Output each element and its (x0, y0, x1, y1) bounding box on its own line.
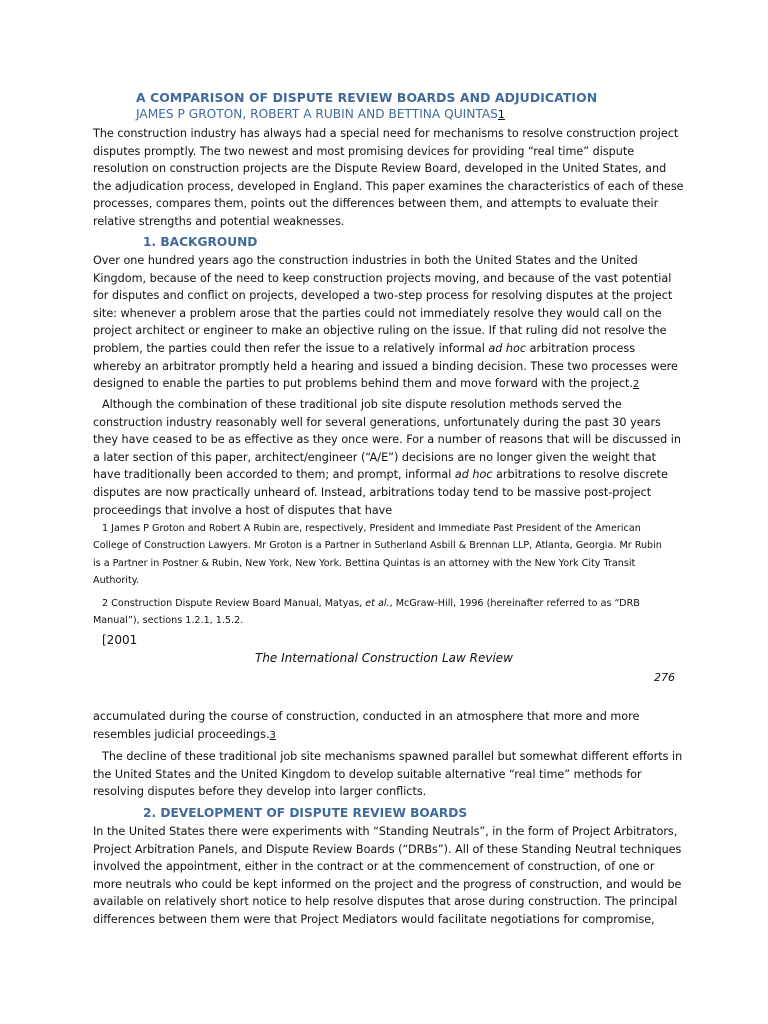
text-line: The decline of these traditional job site mechanisms spawned parallel but somewhat different efforts in (102, 750, 683, 763)
italic-run: ad hoc (488, 341, 527, 355)
footnote-line: Authority. (93, 574, 140, 586)
text-line: construction industry reasonably well for several generations, unfortunately during the past 30 years (93, 415, 661, 429)
footnote-line: Manual”), sections 1.2.1, 1.5.2. (93, 615, 244, 627)
text-run: have traditionally been accorded to them; and prompt, informal (93, 468, 455, 482)
text-line: more neutrals who could be kept informed on the project and the progress of construction, and would be (93, 877, 682, 891)
section-heading-background: 1. BACKGROUND (143, 235, 258, 249)
text-line (93, 466, 681, 484)
text-line (93, 375, 678, 394)
footnote-line: is a Partner in Postner & Rubin, New York, New York. Bettina Quintas is an attorney with the New York City Transit (93, 557, 636, 569)
footnote-line (93, 595, 640, 612)
authors-line (136, 107, 505, 121)
background-paragraph-2 (93, 396, 681, 519)
italic-run: ad hoc (454, 468, 493, 482)
text-line: a later section of this paper, architect/engineer (“A/E”) decisions are no longer given the weight that (93, 450, 656, 464)
background-paragraph-1 (93, 252, 678, 394)
text-run: 2 Construction Dispute Review Board Manual, Matyas, (102, 598, 366, 609)
text-line (93, 726, 639, 745)
page-number: 276 (654, 671, 675, 684)
text-run: arbitrations to resolve discrete (492, 468, 668, 482)
continued-paragraph (93, 708, 639, 744)
footnote-ref-1[interactable]: 1 (497, 108, 505, 121)
text-line: Project Arbitration Panels, and Dispute Review Boards (“DRBs”). All of these Standing Neutral techniques (93, 842, 682, 856)
abstract-line: disputes promptly. The two newest and most promising devices for providing “real time” dispute (93, 144, 635, 158)
text-run: resembles judicial proceedings. (93, 727, 270, 741)
text-run: problem, the parties could then refer the issue to a relatively informal (93, 341, 489, 355)
text-line: site: whenever a problem arose that the parties could not immediately resolve they would call on the (93, 306, 662, 320)
journal-title: The International Construction Law Review (255, 651, 513, 665)
abstract-line: the adjudication process, developed in England. This paper examines the characteristics of each of these (93, 179, 684, 193)
text-line: available on relatively short notice to help resolve disputes that arose during construction. The principal (93, 895, 678, 909)
text-line: In the United States there were experiments with “Standing Neutrals”, in the form of Project Arbitrators, (93, 825, 678, 838)
text-line: whereby an arbitrator promptly held a hearing and issued a binding decision. These two processes were (93, 359, 678, 373)
text-line: Over one hundred years ago the construction industries in both the United States and the United (93, 254, 638, 267)
footnote-line: College of Construction Lawyers. Mr Groton is a Partner in Sutherland Asbill & Brennan LLP, Atlanta, Georgia. Mr Rubin (93, 540, 662, 552)
text-line: proceedings that involve a host of disputes that have (93, 503, 393, 517)
text-line: disputes are now practically unheard of. Instead, arbitrations today tend to be massive post-project (93, 485, 652, 499)
text-run: arbitration process (526, 341, 636, 355)
text-line: they have ceased to be as effective as they once were. For a number of reasons that will be discussed in (93, 433, 682, 447)
footnote-ref-2[interactable]: 2 (632, 379, 640, 391)
text-line: the United States and the United Kingdom to develop suitable alternative “real time” methods for (93, 767, 642, 781)
abstract-line: resolution on construction projects are the Dispute Review Board, developed in the United States, and (93, 162, 667, 176)
abstract-line: relative strengths and potential weaknesses. (93, 214, 345, 228)
text-line: project architect or engineer to make an objective ruling on the issue. If that ruling did not resolve the (93, 324, 667, 338)
text-run: designed to enable the parties to put problems behind them and move forward with the project. (93, 377, 633, 391)
abstract-line: The construction industry has always had a special need for mechanisms to resolve construction project (93, 127, 679, 140)
text-line: for disputes and conflict on projects, developed a two-step process for resolving disputes at the project (93, 289, 673, 303)
abstract-paragraph (93, 125, 684, 231)
italic-run: et al. (365, 598, 390, 609)
authors-text: JAMES P GROTON, ROBERT A RUBIN AND BETTINA QUINTAS (136, 107, 498, 121)
footnote-ref-3[interactable]: 3 (269, 729, 276, 741)
decline-paragraph (93, 748, 682, 801)
text-line: Although the combination of these traditional job site dispute resolution methods served the (102, 398, 622, 411)
abstract-line: processes, compares them, points out the differences between them, and attempts to evaluate their (93, 197, 659, 211)
text-line: Kingdom, because of the need to keep construction projects moving, and because of the vast potential (93, 271, 672, 285)
section-heading-drb: 2. DEVELOPMENT OF DISPUTE REVIEW BOARDS (143, 806, 468, 820)
text-line: accumulated during the course of construction, conducted in an atmosphere that more and more (93, 710, 640, 723)
text-line: involved the appointment, either in the contract or at the commencement of construction, of one or (93, 860, 655, 874)
text-line: differences between them were that Project Mediators would facilitate negotiations for compromise, (93, 912, 655, 926)
text-line: resolving disputes before they develop into larger conflicts. (93, 785, 427, 799)
text-run: , McGraw-Hill, 1996 (hereinafter referred to as “DRB (389, 598, 640, 609)
text-line (93, 340, 678, 358)
footnote-2 (93, 595, 640, 630)
paper-title: A COMPARISON OF DISPUTE REVIEW BOARDS AND ADJUDICATION (136, 90, 598, 105)
page-header-year: [2001 (102, 633, 138, 647)
footnote-line: 1 James P Groton and Robert A Rubin are, respectively, President and Immediate Past President of the American (102, 523, 641, 534)
footnote-1 (93, 520, 662, 589)
drb-paragraph (93, 823, 681, 929)
